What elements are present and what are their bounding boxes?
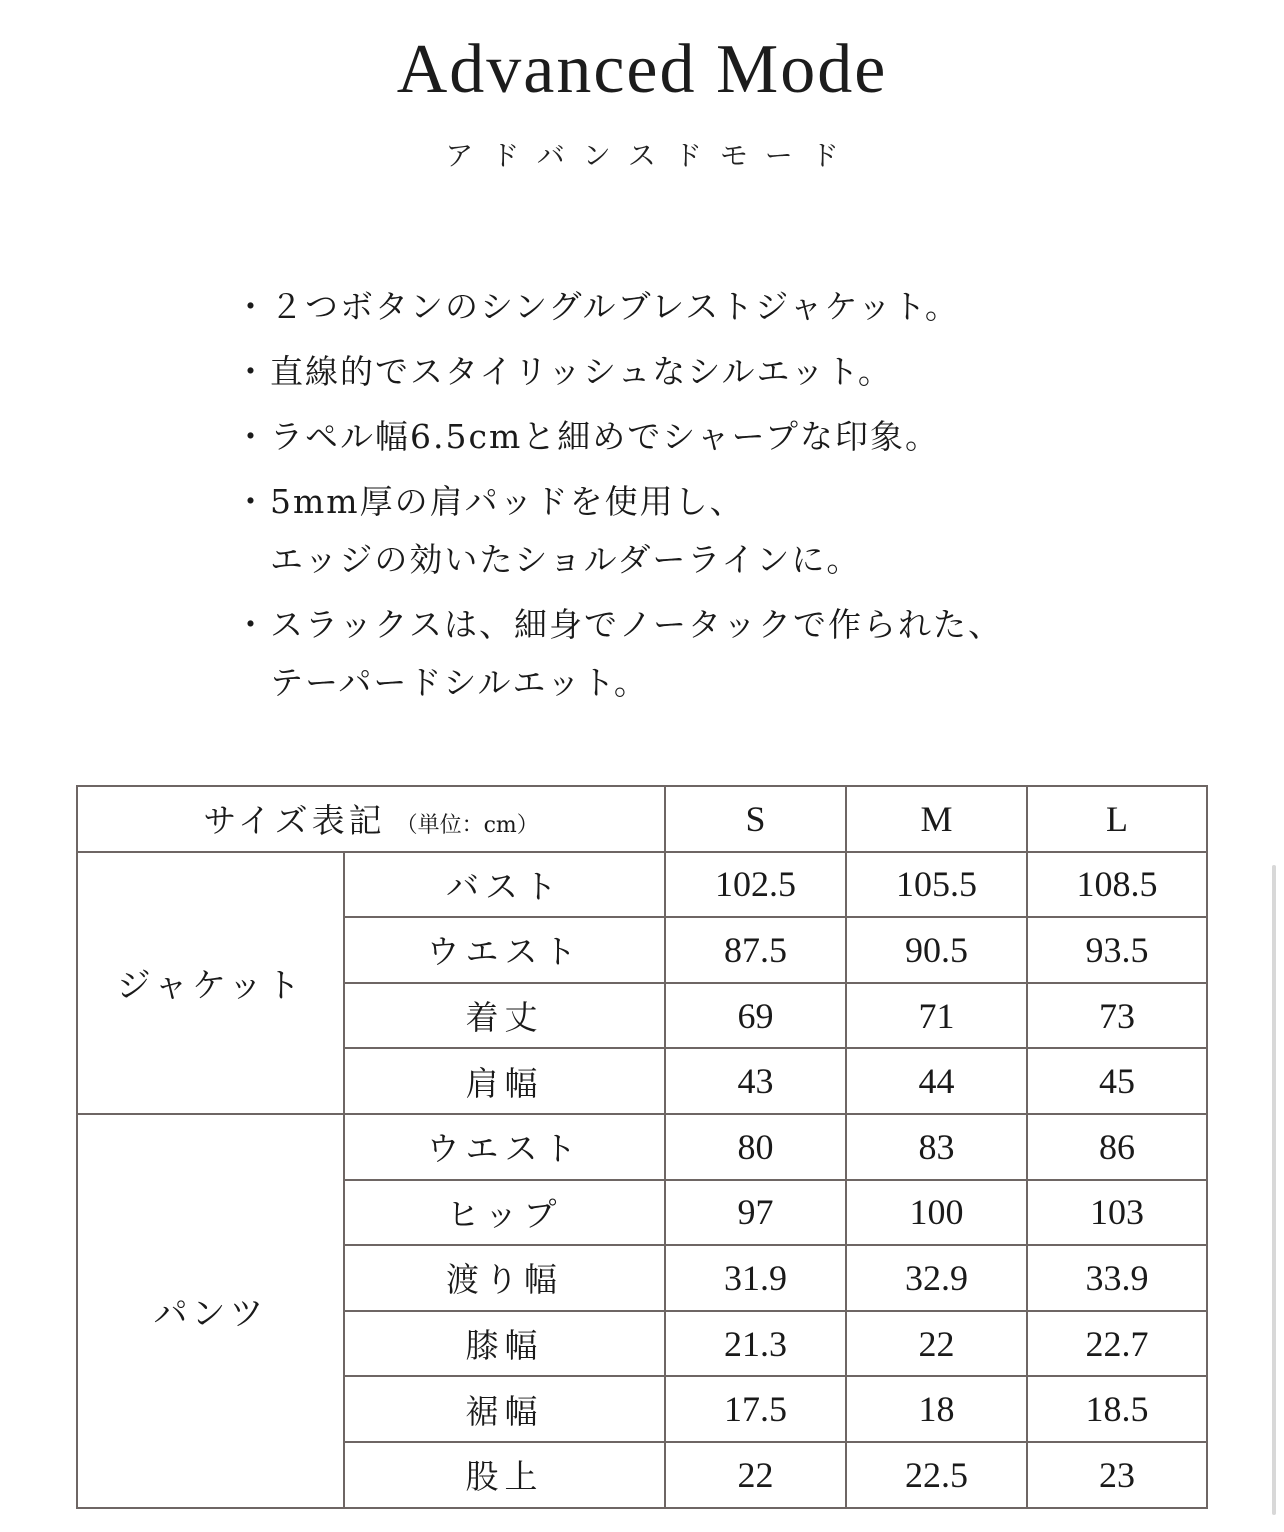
value-cell: 31.9 xyxy=(665,1245,846,1311)
scrollbar[interactable] xyxy=(1272,865,1276,1515)
unit-label: （単位：cm） xyxy=(395,813,539,839)
size-m-header: M xyxy=(846,786,1027,852)
value-cell: 100 xyxy=(846,1180,1027,1246)
value-cell: 22 xyxy=(846,1311,1027,1377)
size-s-header: S xyxy=(665,786,846,852)
value-cell: 22.7 xyxy=(1027,1311,1207,1377)
feature-text: スラックスは、細身でノータックで作られた、 xyxy=(270,605,1004,644)
size-header-cell xyxy=(77,786,665,852)
value-cell: 43 xyxy=(665,1048,846,1114)
value-cell: 80 xyxy=(665,1114,846,1180)
table-header-row xyxy=(77,786,1207,852)
value-cell: 83 xyxy=(846,1114,1027,1180)
feature-text: 5mm厚の肩パッドを使用し、 xyxy=(270,482,745,521)
measure-label: 着丈 xyxy=(344,983,665,1049)
value-cell: 90.5 xyxy=(846,917,1027,983)
size-table xyxy=(76,785,1208,1509)
value-cell: 102.5 xyxy=(665,852,846,918)
measure-label: バスト xyxy=(344,852,665,918)
value-cell: 33.9 xyxy=(1027,1245,1207,1311)
value-cell: 87.5 xyxy=(665,917,846,983)
category-pants: パンツ xyxy=(77,1114,344,1508)
value-cell: 97 xyxy=(665,1180,846,1246)
feature-text: エッジの効いたショルダーラインに。 xyxy=(270,540,862,579)
value-cell: 18.5 xyxy=(1027,1376,1207,1442)
value-cell: 18 xyxy=(846,1376,1027,1442)
value-cell: 69 xyxy=(665,983,846,1049)
value-cell: 103 xyxy=(1027,1180,1207,1246)
measure-label: 膝幅 xyxy=(344,1311,665,1377)
page-subtitle: アドバンスドモード xyxy=(445,139,857,172)
value-cell: 93.5 xyxy=(1027,917,1207,983)
value-cell: 23 xyxy=(1027,1442,1207,1508)
value-cell: 32.9 xyxy=(846,1245,1027,1311)
bullet-mark: ・ xyxy=(234,352,269,391)
measure-label: ウエスト xyxy=(344,917,665,983)
value-cell: 17.5 xyxy=(665,1376,846,1442)
feature-list xyxy=(232,278,1132,719)
value-cell: 44 xyxy=(846,1048,1027,1114)
measure-label: 裾幅 xyxy=(344,1376,665,1442)
value-cell: 21.3 xyxy=(665,1311,846,1377)
value-cell: 86 xyxy=(1027,1114,1207,1180)
measure-label: 股上 xyxy=(344,1442,665,1508)
bullet-mark: ・ xyxy=(234,417,269,456)
feature-text: ２つボタンのシングルブレストジャケット。 xyxy=(270,287,960,326)
measure-label: 肩幅 xyxy=(344,1048,665,1114)
value-cell: 45 xyxy=(1027,1048,1207,1114)
table-row xyxy=(77,1114,1207,1180)
size-header-label: サイズ表記 xyxy=(203,801,386,841)
bullet-mark: ・ xyxy=(234,605,269,644)
measure-label: ヒップ xyxy=(344,1180,665,1246)
size-l-header: L xyxy=(1027,786,1207,852)
feature-item xyxy=(232,278,1132,336)
page-title: Advanced Mode xyxy=(396,31,888,108)
value-cell: 22.5 xyxy=(846,1442,1027,1508)
feature-item xyxy=(232,408,1132,466)
feature-text: ラペル幅6.5cmと細めでシャープな印象。 xyxy=(270,417,940,456)
value-cell: 73 xyxy=(1027,983,1207,1049)
measure-label: 渡り幅 xyxy=(344,1245,665,1311)
measure-label: ウエスト xyxy=(344,1114,665,1180)
value-cell: 105.5 xyxy=(846,852,1027,918)
feature-item xyxy=(232,343,1132,401)
bullet-mark: ・ xyxy=(234,482,269,521)
feature-item xyxy=(232,473,1132,589)
value-cell: 108.5 xyxy=(1027,852,1207,918)
value-cell: 22 xyxy=(665,1442,846,1508)
value-cell: 71 xyxy=(846,983,1027,1049)
feature-text: 直線的でスタイリッシュなシルエット。 xyxy=(270,352,893,391)
bullet-mark: ・ xyxy=(234,287,269,326)
feature-text: テーパードシルエット。 xyxy=(270,663,649,702)
table-row xyxy=(77,852,1207,918)
feature-item xyxy=(232,596,1132,712)
category-jacket: ジャケット xyxy=(77,852,344,1114)
